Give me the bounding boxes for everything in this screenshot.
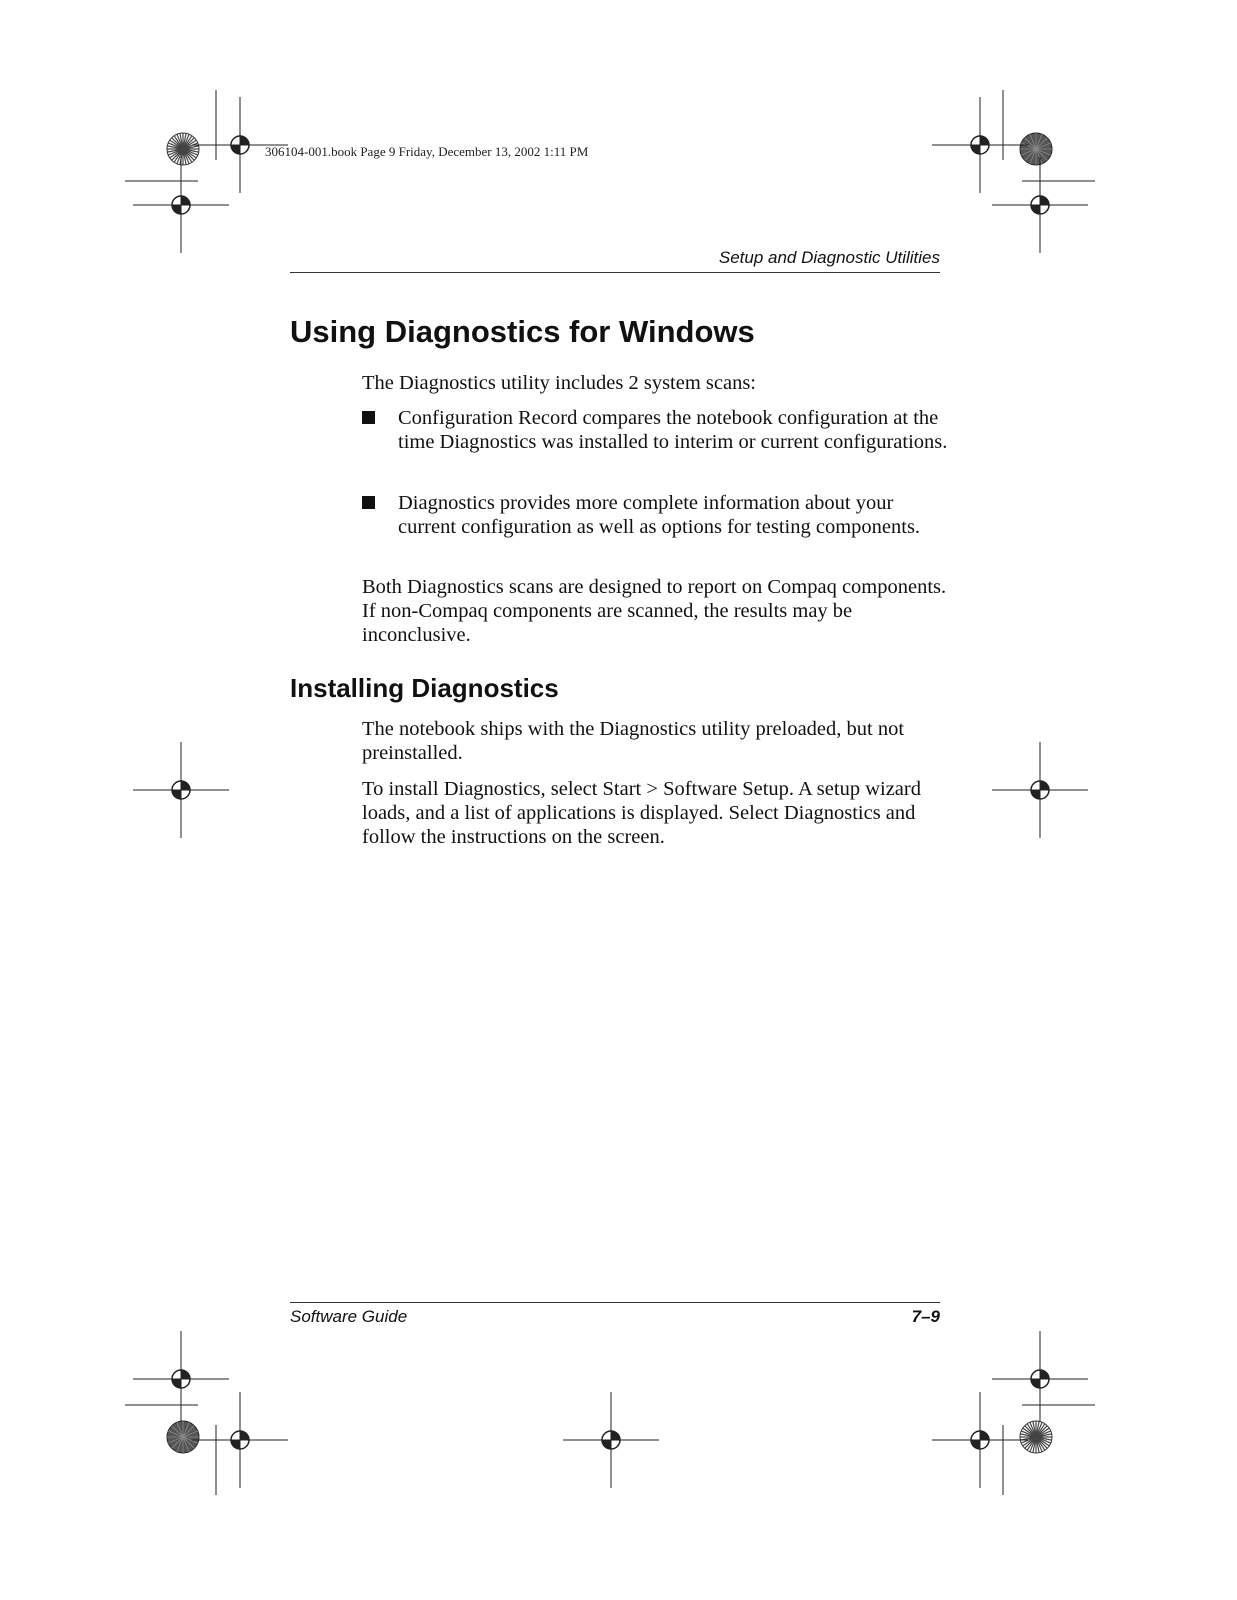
subsection-title: Installing Diagnostics (290, 673, 559, 703)
footer-divider (290, 1302, 940, 1303)
subsection-paragraph: The notebook ships with the Diagnostics utility preloaded, but not preinstalled. (362, 718, 905, 764)
bullet-square-icon (362, 411, 375, 424)
header-divider (290, 272, 940, 273)
section-title: Using Diagnostics for Windows (290, 314, 755, 349)
print-slug-line: 306104-001.book Page 9 Friday, December 13, 2002 1:11 PM (265, 144, 589, 159)
page-number: 7–9 (911, 1307, 940, 1326)
list-item-text: Configuration Record compares the notebook configuration at the time Diagnostics was installed to interim or current configurations. (398, 407, 948, 453)
footer-title: Software Guide (290, 1307, 408, 1326)
subsection-paragraph: To install Diagnostics, select Start > Software Setup. A setup wizard loads, and a list of applications is displayed. Select Diagnostics and follow the instructions on the screen. (362, 778, 921, 848)
running-header: Setup and Diagnostic Utilities (718, 248, 940, 267)
section-closing-paragraph: Both Diagnostics scans are designed to report on Compaq components. If non-Compaq components are scanned, the results may be inconclusive. (362, 576, 947, 646)
section-intro: The Diagnostics utility includes 2 system scans: (362, 372, 757, 394)
bullet-square-icon (362, 496, 375, 509)
list-item-text: Diagnostics provides more complete information about your current configuration as well as options for testing components. (398, 492, 921, 538)
